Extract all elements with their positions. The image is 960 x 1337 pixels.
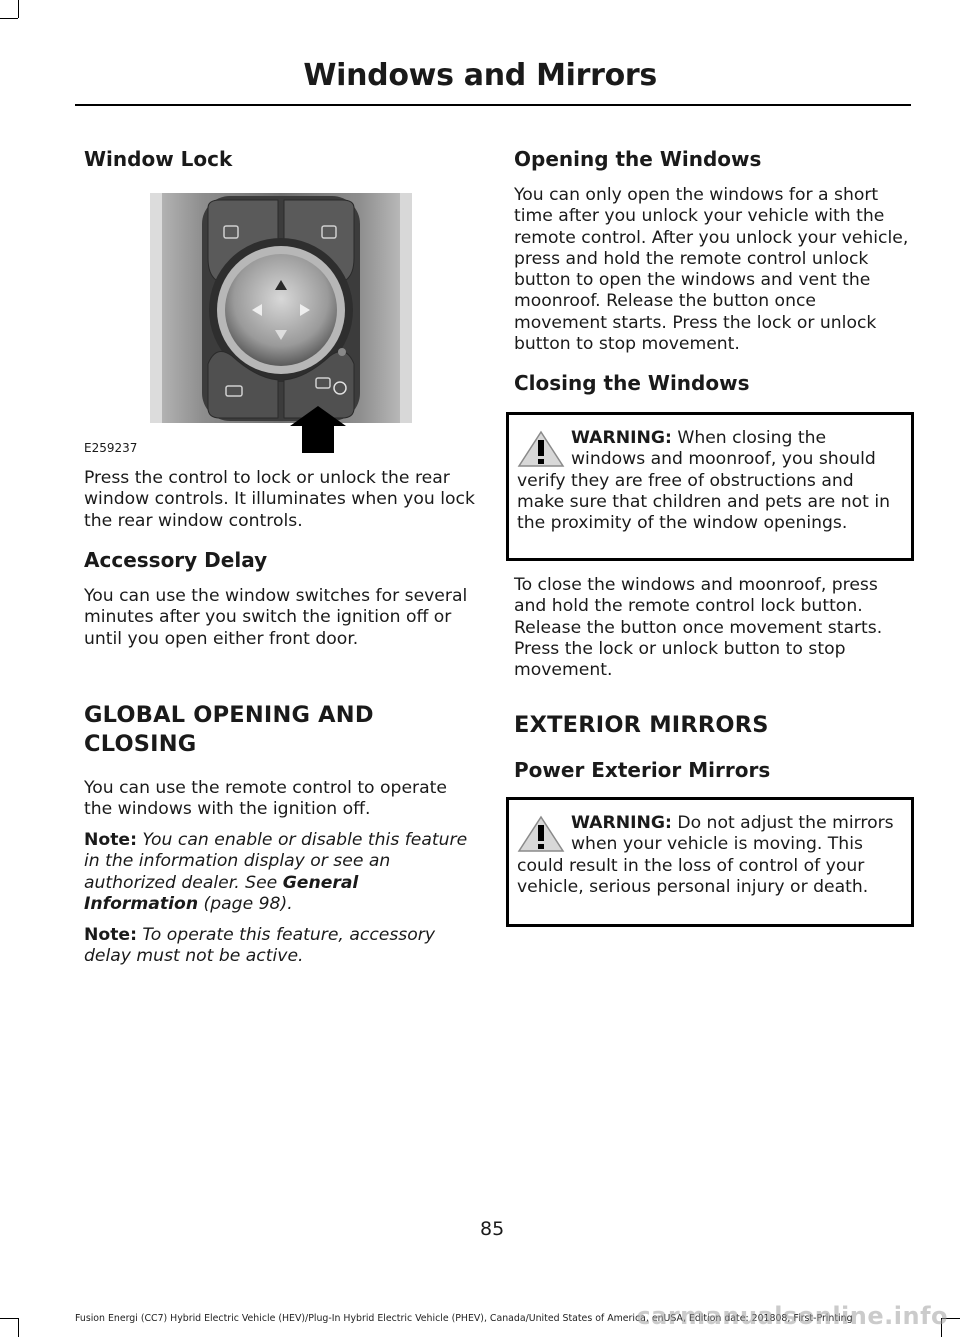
crop-mark: [18, 0, 19, 18]
global-opening-paragraph: You can use the remote control to operate the windows with the ignition off.: [84, 778, 447, 820]
warning-label: WARNING:: [571, 428, 672, 448]
heading-global-opening-line1: GLOBAL OPENING AND: [84, 702, 374, 728]
note-1-link[interactable]: General Information: [84, 872, 359, 914]
warning-box-mirrors: [506, 797, 914, 927]
warning-box-closing: [506, 412, 914, 561]
footer-text: Fusion Energi (CC7) Hybrid Electric Vehicle (HEV)/Plug-In Hybrid Electric Vehicle (PHEV), Canada/United States of America, enUSA, Edition date: 201808, First-Printing: [75, 1313, 853, 1324]
window-control-panel-image: [84, 188, 434, 458]
accessory-delay-paragraph: You can use the window switches for several minutes after you switch the ignition off or until you open either front door.: [84, 586, 468, 649]
warning-triangle-icon: [517, 815, 565, 853]
heading-global-opening-line2: CLOSING: [84, 731, 197, 757]
warning-2-body: Do not adjust the mirrors when your vehicle is moving. This could result in the loss of control of your vehicle, serious personal injury or death.: [517, 813, 894, 897]
note-label: Note:: [84, 830, 137, 850]
page-header-title: Windows and Mirrors: [303, 58, 657, 93]
warning-2-text: [517, 813, 905, 898]
watermark: carmanualsonline.info: [636, 1302, 948, 1330]
crop-mark: [0, 18, 18, 19]
heading-window-lock: Window Lock: [84, 147, 233, 171]
heading-closing-windows: Closing the Windows: [514, 371, 750, 395]
note-2-text: To operate this feature, accessory delay must not be active.: [84, 925, 436, 967]
crop-mark: [18, 1318, 19, 1337]
window-lock-paragraph: Press the control to lock or unlock the rear window controls. It illuminates when you lock the rear window controls.: [84, 468, 475, 531]
heading-exterior-mirrors: EXTERIOR MIRRORS: [514, 712, 769, 738]
note-label: Note:: [84, 925, 137, 945]
closing-windows-paragraph: To close the windows and moonroof, press and hold the remote control lock button. Release the button once movement starts. Press the lock or unlock button to stop movement.: [514, 575, 883, 681]
heading-opening-windows: Opening the Windows: [514, 147, 762, 171]
note-1: [84, 830, 476, 915]
crop-mark: [0, 1318, 18, 1319]
header-divider: [75, 104, 911, 106]
warning-triangle-icon: [517, 430, 565, 468]
warning-1-body: When closing the windows and moonroof, you should verify they are free of obstructions and make sure that children and pets are not in the proximity of the window openings.: [517, 428, 890, 534]
warning-1-text: [517, 428, 905, 534]
opening-windows-paragraph: You can only open the windows for a short time after you unlock your vehicle with the remote control. After you unlock your vehicle, press and hold the remote control unlock button to open the windows and vent the moonroof. Release the button once movement starts. Press the lock or unlock button to stop movement.: [514, 185, 909, 355]
figure-code: E259237: [84, 441, 138, 455]
warning-label: WARNING:: [571, 813, 672, 833]
heading-power-exterior-mirrors: Power Exterior Mirrors: [514, 758, 771, 782]
heading-accessory-delay: Accessory Delay: [84, 548, 268, 572]
page-number: 85: [480, 1218, 505, 1240]
note-1-page-ref: (page 98).: [203, 893, 293, 914]
note-2: [84, 925, 476, 968]
note-1-text: You can enable or disable this feature in the information display or see an authorized dealer. See: [84, 830, 468, 893]
window-lock-figure: [84, 188, 434, 458]
